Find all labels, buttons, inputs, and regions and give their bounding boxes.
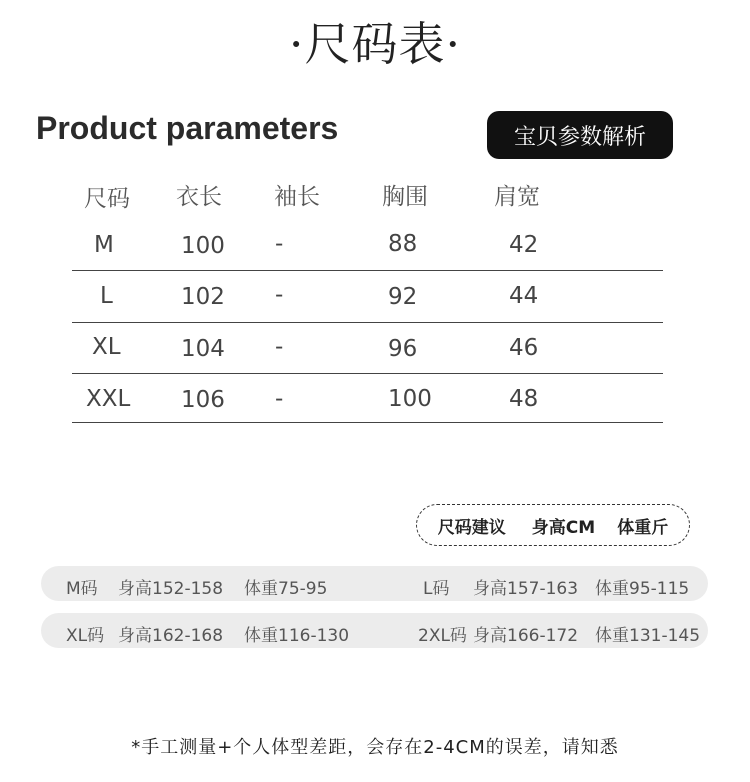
table-header-size: 尺码 [84,186,130,212]
page-title: ·尺码表· [288,17,462,71]
weight-unit-label: 体重斤 [617,517,669,538]
table-cell-size: M [94,232,114,258]
table-cell-shoulder: 42 [509,232,539,258]
table-cell-chest: 100 [388,386,432,412]
rec-height: 身高157-163 [473,579,579,599]
table-cell-length: 106 [181,387,225,413]
table-cell-chest: 88 [388,231,418,257]
table-header-length: 衣长 [176,184,222,210]
size-recommendation-badge [416,504,690,546]
table-cell-length: 102 [181,284,225,310]
section-heading: Product parameters [36,110,339,146]
recommendation-label: 尺码建议 [437,517,506,538]
table-cell-sleeve: - [275,386,284,412]
analysis-badge [487,111,673,159]
table-cell-sleeve: - [275,282,284,308]
rec-height: 身高166-172 [473,626,579,646]
table-cell-shoulder: 44 [509,283,539,309]
rec-weight: 体重116-130 [244,626,350,646]
rec-size: XL码 [66,626,105,646]
rec-size: 2XL码 [418,626,467,646]
table-row-divider [72,422,663,423]
table-cell-shoulder: 46 [509,335,539,361]
table-row-divider [72,270,663,271]
analysis-badge-label: 宝贝参数解析 [513,124,646,150]
rec-weight: 体重95-115 [595,579,690,599]
height-unit-label: 身高CM [531,517,596,538]
table-cell-length: 100 [181,233,225,259]
table-cell-sleeve: - [275,334,284,360]
measurement-footnote: *手工测量+个人体型差距，会存在2-4CM的误差，请知悉 [131,737,619,758]
table-header-shoulder: 肩宽 [494,184,540,210]
table-header-chest: 胸围 [382,184,428,210]
table-cell-size: XL [92,334,121,360]
table-cell-length: 104 [181,336,225,362]
rec-size: L码 [423,579,450,599]
rec-height: 身高152-158 [118,579,224,599]
table-cell-shoulder: 48 [509,386,539,412]
rec-size: M码 [66,579,98,599]
table-cell-sleeve: - [275,231,284,257]
rec-height: 身高162-168 [118,626,224,646]
table-cell-chest: 96 [388,336,418,362]
table-row-divider [72,373,663,374]
table-cell-chest: 92 [388,284,418,310]
table-row-divider [72,322,663,323]
table-cell-size: XXL [86,386,131,412]
rec-weight: 体重131-145 [595,626,701,646]
table-cell-size: L [100,283,113,309]
table-header-sleeve: 袖长 [274,184,320,210]
rec-weight: 体重75-95 [244,579,328,599]
